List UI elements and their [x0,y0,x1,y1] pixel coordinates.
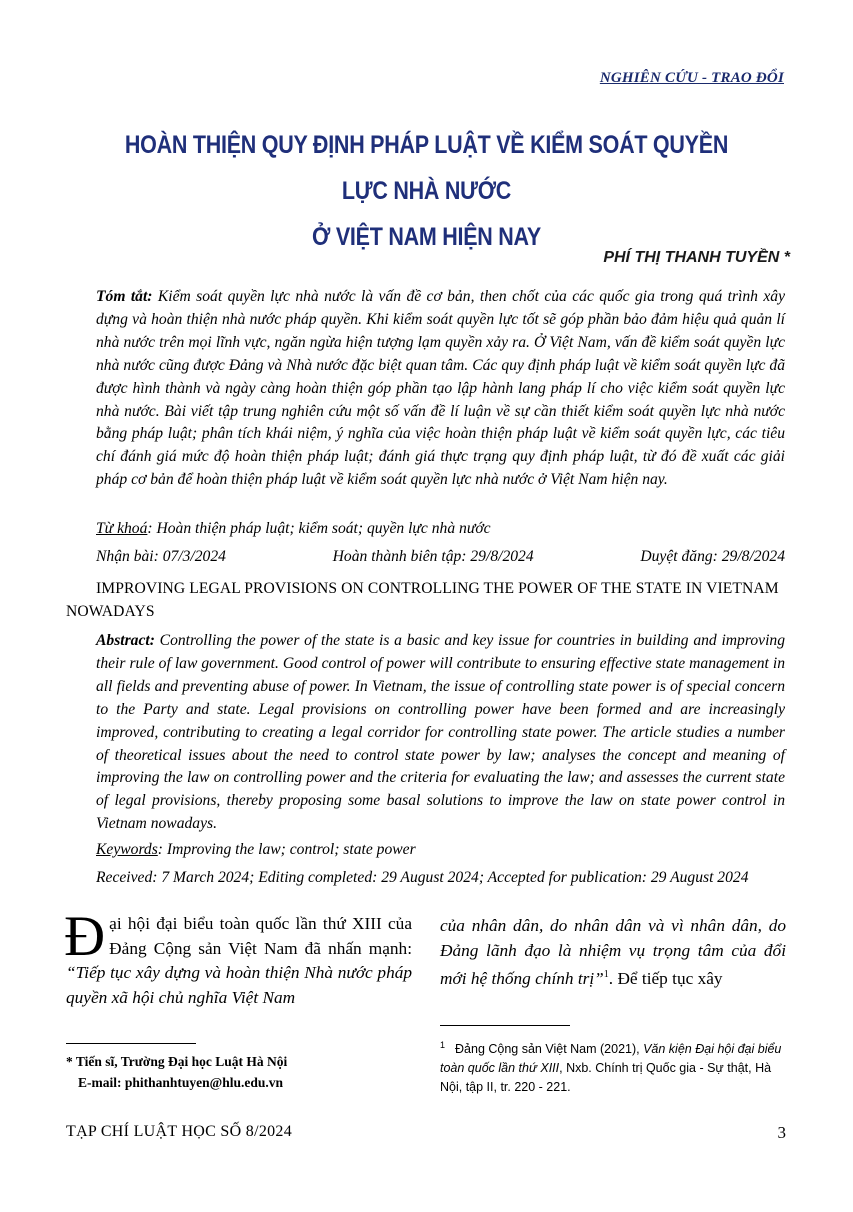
footnote-number: 1 [440,1040,446,1050]
body-left-quote: “Tiếp tục xây dựng và hoàn thiện Nhà nước pháp quyền xã hội chủ nghĩa Việt Nam [66,963,412,1007]
footnote-text-italic: Văn kiện Đại hội đại biểu toàn quốc lần thứ XIII [440,1042,782,1076]
date-edited-vi: Hoàn thành biên tập: 29/8/2024 [332,548,534,565]
body-left-plain: ại hội đại biểu toàn quốc lần thứ XIII của Đảng Cộng sản Việt Nam đã nhấn mạnh: [109,914,412,958]
english-title-text: IMPROVING LEGAL PROVISIONS ON CONTROLLING THE POWER OF THE STATE IN VIETNAM NOWADAYS [66,580,779,620]
author-note-rule [66,1043,196,1044]
keywords-en-text: : Improving the law; control; state power [157,841,416,858]
article-title [111,122,741,260]
abstract-en [96,630,785,836]
author-name: PHÍ THỊ THANH TUYỀN * [603,249,790,266]
footnote-text-b: , Nxb. Chính trị Quốc gia - Sự thật, Hà Nội, tập II, tr. 220 - 221. [440,1061,772,1095]
footnote-text-a: Đảng Cộng sản Việt Nam (2021), [455,1042,644,1057]
date-accepted-vi: Duyệt đăng: 29/8/2024 [640,548,785,565]
date-received-vi: Nhận bài: 07/3/2024 [96,548,226,565]
dates-en: Received: 7 March 2024; Editing completed: 29 August 2024; Accepted for publication: 29 August 2024 [96,869,749,886]
page-number: 3 [777,1123,786,1142]
body-right-plain: . Để tiếp tục xây [608,968,723,988]
body-column-left [64,905,412,1010]
section-tag: NGHIÊN CỨU - TRAO ĐỔI [599,70,784,86]
title-line-2: Ở VIỆT NAM HIỆN NAY [312,223,541,251]
keywords-vi-text: : Hoàn thiện pháp luật; kiểm soát; quyền lực nhà nước [147,520,491,537]
footnote-rule [440,1025,570,1026]
keywords-vi-label: Từ khoá [96,520,148,537]
abstract-en-text: Controlling the power of the state is a basic and key issue for countries in building and improving their rule of law government. Good control of power will contribute to ensuring effective state management in all fields and preventing abuse of power. In Vietnam, the issue of controlling state power is of special concern to the Party and state. Legal provisions on controlling power have been formed and are increasingly improved, contributing to creating a legal corridor for controlling state power. The article studies a number of theoretical issues about the need to control state power by law; analyses the concept and meaning of improving the law on controlling power and the criteria for evaluating the law; and assesses the current state of legal provisions, thereby proposing some basal solutions to improve the law on state power control in Vietnam nowadays. [96,632,785,833]
author-affiliation: * Tiến sĩ, Trường Đại học Luật Hà Nội [66,1054,288,1069]
abstract-vi-label: Tóm tắt: [96,288,153,305]
author-email[interactable]: E-mail: phithanhtuyen@hlu.edu.vn [78,1075,283,1090]
journal-name: TẠP CHÍ LUẬT HỌC SỐ 8/2024 [66,1123,293,1140]
english-title [66,578,785,624]
author-note [66,1051,287,1093]
drop-cap: Đ [64,905,106,968]
abstract-vi-text: Kiểm soát quyền lực nhà nước là vấn đề cơ bản, then chốt của các quốc gia trong quá trình xây dựng và hoàn thiện nhà nước pháp quyền. Khi kiểm soát quyền lực tốt sẽ góp phần bảo đảm hiệu quả quản lí nhà nước trên mọi lĩnh vực, ngăn ngừa hiện tượng lạm quyền xảy ra. Ở Việt Nam, vấn đề kiểm soát quyền lực nhà nước cũng được Đảng và Nhà nước đặc biệt quan tâm. Các quy định pháp luật về kiểm soát quyền lực đã được hình thành và ngày càng hoàn thiện góp phần tạo lập hành lang pháp lí cho việc kiểm soát quyền lực nhà nước. Bài viết tập trung nghiên cứu một số vấn đề lí luận về sự cần thiết kiểm soát quyền lực nhà nước bằng pháp luật; phân tích khái niệm, ý nghĩa của việc hoàn thiện pháp luật về kiểm soát quyền lực, các tiêu chí đánh giá mức độ hoàn thiện pháp luật; đánh giá thực trạng quy định pháp luật, từ đó đề xuất các giải pháp cơ bản để hoàn thiện pháp luật về kiểm soát quyền lực nhà nước ở Việt Nam hiện nay. [96,288,785,489]
keywords-vi [96,520,491,538]
keywords-en-label: Keywords [96,841,158,858]
dates-vi [96,548,785,566]
footnote [440,1036,786,1097]
keywords-en [96,841,416,859]
footnote-ref[interactable]: 1 [603,969,609,980]
abstract-en-label: Abstract: [96,632,155,649]
abstract-vi [96,286,785,492]
title-line-1: HOÀN THIỆN QUY ĐỊNH PHÁP LUẬT VỀ KIỂM SOÁT QUYỀN LỰC NHÀ NƯỚC [124,131,729,205]
body-column-right [440,914,786,991]
body-right-quote: của nhân dân, do nhân dân và vì nhân dân, do Đảng lãnh đạo là nhiệm vụ trọng tâm của đổi mới hệ thống chính trị” [440,916,786,988]
